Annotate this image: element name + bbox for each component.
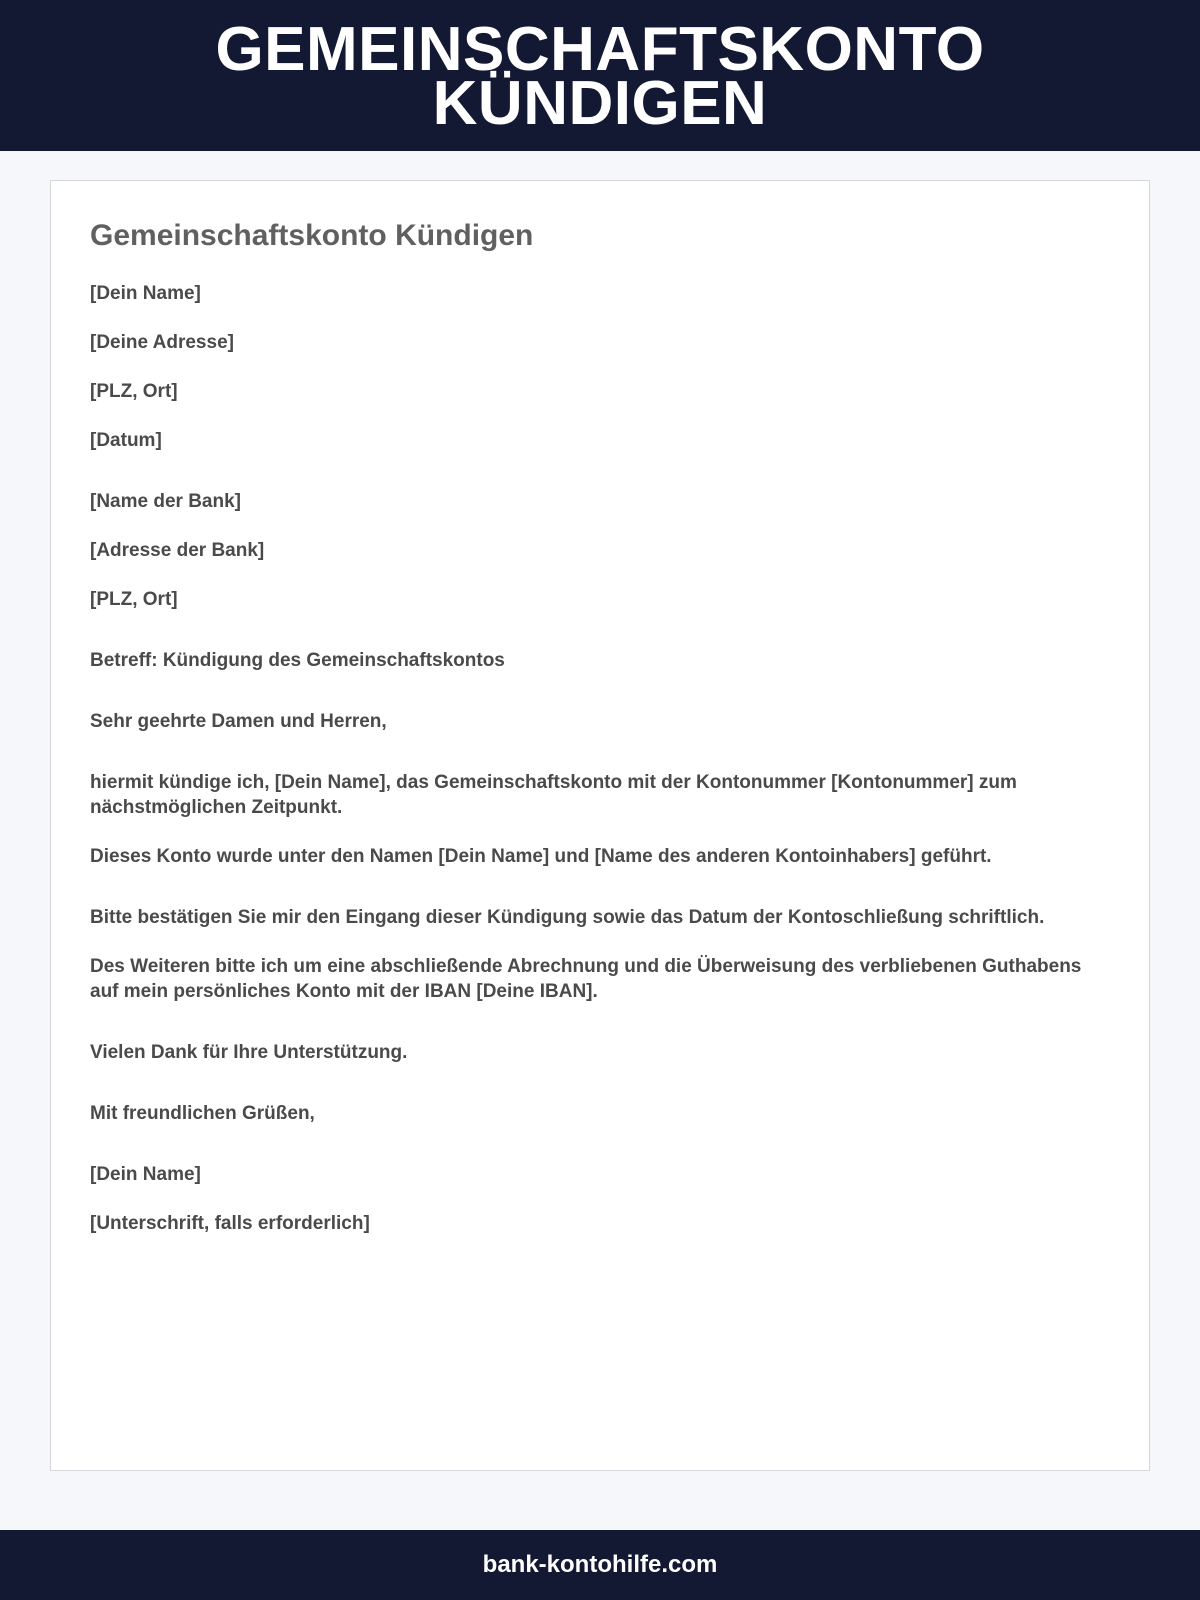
letter-date: [Datum] <box>90 430 162 451</box>
page-header <box>0 0 1200 151</box>
sender-city: [PLZ, Ort] <box>90 381 178 402</box>
document-title: Gemeinschaftskonto Kündigen <box>90 219 534 252</box>
letter-closing: Mit freundlichen Grüßen, <box>90 1103 315 1124</box>
paragraph-confirmation: Bitte bestätigen Sie mir den Eingang dieser Kündigung sowie das Datum der Kontoschließung schriftlich. <box>90 907 1045 928</box>
signature-placeholder: [Unterschrift, falls erforderlich] <box>90 1213 370 1234</box>
paragraph-termination: hiermit kündige ich, [Dein Name], das Gemeinschaftskonto mit der Kontonummer [Kontonummer] zum nächstmöglichen Zeitpunkt. <box>90 772 1017 818</box>
bank-city: [PLZ, Ort] <box>90 589 178 610</box>
paragraph-account-holders: Dieses Konto wurde unter den Namen [Dein Name] und [Name des anderen Kontoinhabers] geführt. <box>90 846 992 867</box>
bank-name: [Name der Bank] <box>90 491 241 512</box>
letter-thanks: Vielen Dank für Ihre Unterstützung. <box>90 1042 408 1063</box>
letter-subject: Betreff: Kündigung des Gemeinschaftskontos <box>90 650 505 671</box>
letter-salutation: Sehr geehrte Damen und Herren, <box>90 711 387 732</box>
letter-card <box>50 180 1150 1471</box>
paragraph-settlement: Des Weiteren bitte ich um eine abschließende Abrechnung und die Überweisung des verbliebenen Guthabens auf mein persönliches Konto mit der IBAN [Deine IBAN]. <box>90 956 1082 1002</box>
sender-name: [Dein Name] <box>90 283 201 304</box>
page-title: GEMEINSCHAFTSKONTO KÜNDIGEN <box>215 14 985 138</box>
signature-name: [Dein Name] <box>90 1164 201 1185</box>
footer-site-name: bank-kontohilfe.com <box>482 1551 718 1578</box>
bank-address: [Adresse der Bank] <box>90 540 265 561</box>
sender-address: [Deine Adresse] <box>90 332 234 353</box>
page-footer <box>0 1530 1200 1600</box>
